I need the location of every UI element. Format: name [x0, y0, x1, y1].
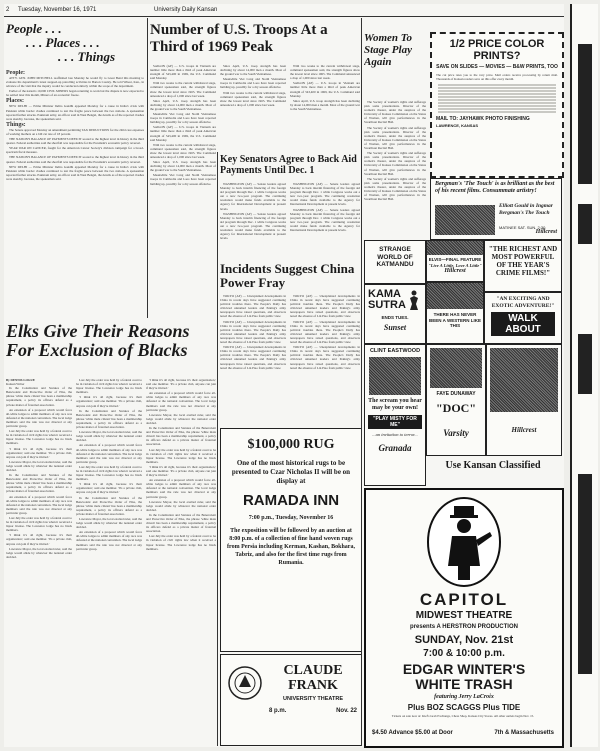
elks-paragraph: 'I think it's all right, because it's their organization,' said one member. 'It's a private club, anyone can join if they're invited.' [76, 482, 142, 495]
rug-price: $100,000 RUG [247, 437, 335, 452]
elvis-theater: Hillcrest [444, 268, 466, 274]
kama-ends: ENDS TUES. [381, 315, 409, 320]
incidents-headline-block [220, 262, 360, 292]
prints-order-form[interactable] [438, 84, 556, 113]
elks-paragraph: Lawrence Mayor, the local exalted ruler, said the lodge would abide by whatever the national order decided. [76, 430, 142, 443]
walkabout-quote: "AN EXCITING AND EXOTIC ADVENTURE!" [491, 296, 555, 309]
elks-paragraph: Lawrence Mayor, the local exalted ruler, said the lodge would abide by whatever the national order decided. [6, 459, 72, 472]
senators-paragraph: WASHINGTON (AP) — Senate leaders agreed Monday to back interim financing of the foreign aid program through Dec. 1 while Congress works out a new two-year program. The continuing resolution would make funds available to the Agency for International Development at present levels. [290, 182, 360, 207]
troops-column-2 [220, 64, 286, 154]
troops-paragraph: SAIGON (AP) — U.S. troops in Vietnam are number little more than a third of peak American strength of 543,400 in 1969, the U.S. Command said Monday. [150, 64, 216, 81]
people-item-1: ATTY. GEN. JOHN MITCHELL reaffirmed late Monday he would fly to Great Bend this morning to evaluate his department's latest stepped-up patrolling activities in Barton County. He told Wheat, Kan., in advance of the visit that the inquiry would be conducted entirely within the scope of the department. [6, 76, 144, 89]
richest-crime-ad [484, 240, 562, 292]
capitol-title: CAPITOL [419, 590, 509, 609]
senators-column-2 [290, 182, 360, 260]
claude-frank-last: FRANK [288, 678, 338, 693]
rug-exposition: The exposition will be followed by an auction at 8:00 p.m. of a collection of fine hand woven rugs from Persia including Kerman, Kashan, Bokhara, Tabriz, and also for the first time rugs from Rumania. [227, 528, 355, 566]
university-seal-icon [227, 665, 263, 701]
troops-paragraph: Since April, U.S. troop strength has been declining by about 14,000 men a month. Most of the ground war to the South Vietnamese. [220, 64, 286, 77]
walkabout-title: WALK ABOUT [491, 312, 555, 336]
katmandu-title-2: WORLD OF [377, 253, 413, 261]
places-title: . . . Places . . . [26, 35, 100, 50]
elks-paragraph: Lawrence Mayor, the local exalted ruler, said the lodge would abide by whatever the national order decided. [146, 412, 216, 425]
troops-headline: Number of U.S. Troops At a Third of 1969 Peak [150, 22, 328, 55]
claude-frank-ad [220, 654, 362, 746]
elks-paragraph: Lawrence Mayor, the local exalted ruler, said the lodge would abide by whatever the national order decided. [76, 517, 142, 530]
women-paragraph: The Society of women's rights and sufferage plan some presentations. Director of the women's theater, under the auspices of the University of Kansas Commission on the Status of Women, will give performances in the Swarthout Recital Hall. [364, 125, 426, 151]
incidents-paragraph: TOKYO (AP) — Unexplained developments in China in recent days have suggested continuing political troubles there. The People's Daily has criticized unnamed leaders and Peking's army newspapers have raised questions, and observers noted the absence of Lin Piao from public view. [220, 345, 286, 370]
elks-paragraph: Last July the order was held by a federal court to be in violation of civil rights law when it received a liquor license. The Lawrence lodge has no black members. [76, 378, 142, 395]
doc-theater: Varsity [443, 428, 469, 438]
column-rule [217, 152, 218, 746]
elks-column-1 [6, 378, 72, 746]
people-section: People: [6, 70, 25, 76]
bergman-times: MATINEE SAT. SUN. 2:30 [499, 225, 546, 230]
troops-paragraph: Since April, U.S. troop strength has been declining by about 14,000 men a month. Most of the ground war to the South Vietnamese. [150, 160, 216, 173]
incidents-column-1 [220, 294, 286, 426]
elks-headline-block [6, 322, 216, 382]
senators-headline: Key Senators Agree to Back Aid Payments Until Dec. 1 [220, 154, 357, 176]
elks-paragraph: 'I think it's all right, because it's their organization,' said one member. 'It's a private club, anyone can join if they're invited.' [6, 446, 72, 459]
elks-paragraph: An extension of a proposal which would force all-white lodges to admit members of any race was defeated at the national convention. The local lodge members said the rule was not directed at any particular group. [6, 494, 72, 515]
elks-column-3 [146, 378, 216, 746]
women-headline: Women To Stage Play Again [364, 32, 412, 68]
second-feature-photo [490, 348, 558, 412]
troops-headline-block [150, 22, 360, 70]
capitol-band-2: WHITE TRASH [415, 676, 513, 692]
bergman-photo [435, 205, 495, 235]
people-column [6, 70, 144, 318]
women-paragraph: The Society of women's rights and sufferage plan some presentations. Director of the women's theater, under the auspices of the University of Kansas Commission on the Status of Women, will give performances in the Swarthout Recital Hall. [364, 151, 426, 176]
column-rule [147, 18, 148, 318]
things-section: Things: [6, 121, 26, 128]
elks-column-2 [76, 378, 142, 746]
capitol-date: SUNDAY, Nov. 21st [414, 634, 514, 646]
troops-paragraph: With two weeks to the current withdrawal stage, command spokesmen said, the strength figures show the lowest level since 1965. The Command announced a drop of 1,000 since last week. [150, 81, 216, 98]
capitol-price: $4.50 Advance $5.00 at Door [372, 730, 453, 736]
senators-paragraph: WASHINGTON (AP) — Senate leaders agreed Monday to back interim financing of the foreign aid program through Dec. 1 while Congress works out a new two-year program. The continuing resolution would make funds available to the Agency for International Development at present levels. [290, 207, 360, 233]
elks-paragraph: Last July the order was held by a federal court to be in violation of civil rights law when it received a liquor license. The Lawrence lodge has no black members. [6, 429, 72, 446]
troops-paragraph: With two weeks to the current withdrawal stage, command spokesmen said, the strength figures show the lowest level since 1965. The Command announced a drop of 1,000 since last week. [150, 142, 216, 159]
elks-paragraph: An extension of a proposal which would force all-white lodges to admit members of any race was defeated at the national convention. The local lodge members said the rule was not directed at any particular group. [146, 391, 216, 412]
elks-paragraph: Lawrence Mayor, the local exalted ruler, said the lodge would abide by whatever the national order decided. [146, 499, 216, 512]
women-paragraph: The Society of women's rights and sufferage plan some presentations. Director of the women's theater, under the auspices of the University of Kansas Commission on the Status of Women, will give performances in the Swarthout Recital Hall. [364, 176, 426, 202]
troops-paragraph: Since April, U.S. troop strength has been declining by about 14,000 men a month. Most of the ground war to the South Vietnamese. [150, 98, 216, 111]
dancer-figure-icon [406, 290, 422, 310]
things-item-4: THE NATION'S BALANCE OF PAYMENTS DEFICIT soared to the highest level in history in the third quarter. Federal authorities said the shortfall was responsible for the President's economic policy reversal. [6, 155, 144, 164]
incidents-paragraph: TOKYO (AP) — Unexplained developments in China in recent days have suggested continuing political troubles there. The People's Daily has criticized unnamed leaders and Peking's army newspapers have raised questions, and observers noted the absence of Lin Piao from public view. [290, 294, 360, 319]
elks-paragraph: An extension of a proposal which would force all-white lodges to admit members of any race was defeated at the national convention. The local lodge members said the rule was not directed at any particular group. [76, 530, 142, 551]
bergman-touch-ad [430, 178, 562, 240]
people-title: People . . . [6, 22, 62, 36]
paper-name: University Daily Kansan [154, 7, 218, 13]
richest-quote: "THE RICHEST AND MOST POWERFUL OF THE YEAR'S CRIME FILMS!" [488, 245, 558, 277]
page-number: 2 [6, 7, 10, 13]
doc-title: "DOC" [436, 401, 476, 415]
capitol-tickets: Tickets on sale now at: Kief's Grab Exchange, Chess Shop, Kansas City Stores. All other outlets begin Nov. 15. [391, 714, 535, 718]
elks-paragraph: 'I think it's all right, because it's their organization,' said one member. 'It's a private club, anyone can join if they're invited.' [6, 533, 72, 546]
women-headline-block [364, 32, 426, 102]
misty-theater: Granada [378, 443, 412, 453]
troops-paragraph: Meanwhile Viet Cong and North Vietnamese troops in Cambodia and Laos have been reported building up, possibly for a dry season offensive. [220, 77, 286, 90]
troops-paragraph: SAIGON (AP) — U.S. troops in Vietnam are number little more than a third of peak American strength of 543,400 in 1969, the U.S. Command said Monday. [290, 81, 360, 98]
elvis-title: "Live A Little, Love A Little" [428, 263, 482, 268]
places-section: Places: [6, 98, 24, 105]
claude-frank-first: CLAUDE [283, 663, 343, 678]
senators-paragraph: WASHINGTON (AP) — Senate leaders agreed Monday to back interim financing of the foreign aid program through Dec. 1 while Congress works out a new two-year program. The continuing resolution would make funds available to the Agency for International Development at present levels. [220, 182, 286, 211]
elks-paragraph: An extension of a proposal which would force all-white lodges to admit members of any race was defeated at the national convention. The local lodge members said the rule was not directed at any particular group. [146, 478, 216, 499]
things-item-1: The Senate approved Monday an amendment permitting TAX DEDUCTIONS for the child care expenses of working mothers on a bill cut rate of 18 percent. [6, 127, 144, 136]
doc-star: FAYE DUNAWAY [436, 391, 476, 397]
elks-headline: Elks Give Their Reasons For Exclusion of Blacks [6, 322, 190, 360]
senators-headline-block [220, 154, 360, 182]
people-item-2: Earlier of the nation's 10,000 CIVIL MINERS began returning to work but the dispute is now expected to be settled later this month, Miners of an economic freeze. [6, 89, 144, 98]
prints-headline: 1/2 PRICE COLOR PRINTS? [449, 38, 545, 62]
elks-byline-role: Kansan Writer [6, 382, 25, 387]
color-prints-ad [430, 32, 564, 178]
elvis-ad [426, 240, 484, 282]
misty-tagline: The scream you hear may be your own! [368, 398, 422, 411]
kama-title-1: KAMA [368, 288, 401, 300]
capitol-presents: presents A HERSTRON PRODUCTION [410, 624, 518, 630]
capitol-address: 7th & Massachusetts [494, 730, 554, 736]
elks-paragraph: In the Constitution and Statutes of the Benevolent and Protective Order of Elks, the phrase 'white male citizen' has been a membership requirement, a policy its officers defend as a private matter of fraternal association. [146, 426, 216, 447]
elks-paragraph: In the Constitution and Statutes of the Benevolent and Protective Order of Elks, the phrase 'white male citizen' has been a membership requirement, a policy its officers defend as a private matter of fraternal association. [76, 408, 142, 430]
troops-paragraph: Meanwhile Viet Cong and North Vietnamese troops in Cambodia and Laos have been reported building up, possibly for a dry season offensive. [150, 112, 216, 125]
katmandu-title-3: KATMANDU [376, 261, 414, 268]
incidents-column-2 [290, 294, 360, 426]
misty-subtitle: ...an invitation to terror... [372, 432, 418, 437]
elks-paragraph: Last July the order was held by a federal court to be in violation of civil rights law when it received a liquor license. The Lawrence lodge has no black members. [146, 534, 216, 551]
kama-title-2: SUTRA [368, 299, 406, 311]
prints-subheadline: SAVE ON SLIDES — MOVIES — B&W PRINTS, TOO [436, 64, 558, 70]
elks-paragraph: In the Constitution and Statutes of the Benevolent and Protective Order of Elks, the phrase 'white male citizen' has been a membership requirement, a policy its officers defend as a private matter of fraternal association. [6, 386, 72, 407]
things-item-5: NEW DELHI — Prime Minister Indira Gandhi appealed Monday for a cause in India's crisis with Pakistan while border clashes continued to test the fragile peace between the two nations. A spokesman reported further attacks. Pakistani army, an officer said in West Bengal, the details as of the reported clashes were sketchy, because, the spokesman said. [6, 164, 144, 181]
incidents-paragraph: TOKYO (AP) — Unexplained developments in China in recent days have suggested continuing political troubles there. The People's Daily has criticized unnamed leaders and Peking's army newspapers have raised questions, and observers noted the absence of Lin Piao from public view. [290, 319, 360, 345]
elks-paragraph: 'I think it's all right, because it's their organization,' said one member. 'It's a private club, anyone can join if they're invited.' [146, 464, 216, 478]
places-item-1: NEW DELHI — Prime Minister Indira Gandhi appealed Monday for a cause in India's crisis with Pakistan while border clashes continued to test the fragile peace between the two nations. A spokesman reported further attacks. Pakistani army, an officer said in West Bengal, the details as of the reported clashes were sketchy, because, the spokesman said. [6, 104, 144, 121]
troops-paragraph: SAIGON (AP) — U.S. troops in Vietnam are number little more than a third of peak American strength of 543,400 in 1969, the U.S. Command said Monday. [150, 125, 216, 142]
capitol-theatre-ad [364, 488, 564, 748]
doc-ad [426, 344, 486, 456]
elks-paragraph: An extension of a proposal which would force all-white lodges to admit members of any race was defeated at the national convention. The local lodge members said the rule was not directed at any particular group. [76, 443, 142, 464]
things-title: . . . Things [58, 49, 116, 64]
elvis-label: ELVIS—FINAL FEATURE [428, 257, 482, 262]
troops-column-1 [150, 64, 216, 316]
troops-column-3 [290, 64, 360, 154]
misty-star: CLINT EASTWOOD [369, 348, 421, 354]
senators-paragraph: WASHINGTON (AP) — Senate leaders agreed Monday to back interim financing of the foreign aid program through Dec. 1 while Congress works out a new two-year program. The continuing resolution would make funds available to the Agency for International Development at present levels. [220, 211, 286, 241]
elks-paragraph: Last July the order was held by a federal court to be in violation of civil rights law when it received a liquor license. The Lawrence lodge has no black members. [6, 516, 72, 533]
elks-paragraph: 'I think it's all right, because it's their organization,' said one member. 'It's a private club, anyone can join if they're invited.' [76, 395, 142, 408]
elks-byline: By DENNIS LOGUE [6, 378, 35, 382]
rug-time: 7:00 p.m., Tuesday, November 16 [248, 515, 334, 521]
incidents-paragraph: TOKYO (AP) — Unexplained developments in China in recent days have suggested continuing political troubles there. The People's Daily has criticized unnamed leaders and Peking's army newspapers have raised questions, and observers noted the absence of Lin Piao from public view. [220, 319, 286, 345]
incidents-paragraph: TOKYO (AP) — Unexplained developments in China in recent days have suggested continuing political troubles there. The People's Daily has criticized unnamed leaders and Peking's army newspapers have raised questions, and observers noted the absence of Lin Piao from public view. [290, 345, 360, 370]
second-feature-theater: Hillcrest [511, 426, 537, 434]
claude-frank-time: 8 p.m. [269, 708, 287, 714]
senators-column-1 [220, 182, 286, 260]
capitol-subtitle: MIDWEST THEATRE [415, 610, 513, 621]
western-photo [427, 283, 483, 309]
classified-banner: Use Kansan Classified [445, 460, 541, 471]
rug-auction-ad [220, 428, 362, 652]
troops-paragraph: With two weeks to the current withdrawal stage, command spokesmen said, the strength figures show the lowest level since 1965. The Command announced a drop of 1,000 since last week. [220, 90, 286, 107]
elks-paragraph: Last July the order was held by a federal court to be in violation of civil rights law when it received a liquor license. The Lawrence lodge has no black members. [146, 447, 216, 464]
doc-photo [430, 348, 482, 388]
kama-theater: Sunset [383, 323, 407, 332]
rug-venue: RAMADA INN [242, 492, 340, 509]
katmandu-ad [364, 240, 426, 284]
elks-paragraph: In the Constitution and Statutes of the Benevolent and Protective Order of Elks, the phrase 'white male citizen' has been a membership requirement, a policy its officers defend as a private matter of fraternal association. [6, 473, 72, 494]
page-header [4, 6, 564, 17]
katmandu-title-1: STRANGE [379, 246, 411, 253]
elks-paragraph: In the Constitution and Statutes of the Benevolent and Protective Order of Elks, the phrase 'white male citizen' has been a membership requirement, a policy its officers defend as a private matter of fraternal association. [146, 512, 216, 534]
elvis-photo [427, 241, 483, 255]
women-paragraph: The Society of women's rights and sufferage plan some presentations. Director of the women's theater, under the auspices of the University of Kansas Commission on the Status of Women, will give performances in the Swarthout Recital Hall. [364, 100, 426, 125]
incidents-paragraph: TOKYO (AP) — Unexplained developments in China in recent days have suggested continuing political troubles there. The People's Daily has criticized unnamed leaders and Peking's army newspapers have raised questions, and observers noted the absence of Lin Piao from public view. [220, 294, 286, 319]
troops-paragraph: Since April, U.S. troop strength has been declining by about 14,000 men a month. Most of the ground war to the South Vietnamese. [290, 98, 360, 111]
adjacent-page-edge [570, 4, 598, 747]
bergman-headline: Bergman's 'The Touch' is as brilliant as the best of his recent films. Consummate artistry! [435, 181, 555, 194]
bergman-theater: Hillcrest [535, 229, 557, 235]
elks-paragraph: In the Constitution and Statutes of the Benevolent and Protective Order of Elks, the phrase 'white male citizen' has been a membership requirement, a policy its officers defend as a private matter of fraternal association. [76, 495, 142, 516]
capitol-time: 7:00 & 10:00 p.m. [423, 648, 505, 659]
western-ad [426, 282, 484, 344]
claude-frank-date: Nov. 22 [336, 708, 357, 714]
second-feature-ad [486, 344, 562, 456]
elks-paragraph: Lawrence Mayor, the local exalted ruler, said the lodge would abide by whatever the national order decided. [6, 546, 72, 559]
newspaper-page [4, 4, 564, 747]
misty-title: "PLAY MISTY FOR ME" [368, 415, 422, 429]
capitol-support-acts: Plus BOZ SCAGGS Plus TIDE [407, 703, 521, 712]
things-item-3: YEAR WAR ON CANCER, fought for the American Cancer Society's division campaign for a broad-spectrum fiscal measure. [6, 146, 144, 155]
elks-paragraph: 'I think it's all right, because it's their organization,' said one member. 'It's a private club, anyone can join if they're invited.' [146, 378, 216, 391]
western-tagline: THERE HAS NEVER BEEN A WESTERN LIKE THIS [429, 312, 481, 328]
column-rule [361, 18, 362, 746]
kama-sutra-ad [364, 284, 426, 344]
capitol-featuring: featuring Jerry LaCroix [434, 694, 494, 700]
prints-body: The cut price rates you to the very price. Mail orders receive processing by return mail. Thousands of Kansan readers save on this offer every month. [436, 73, 558, 82]
troops-paragraph: Meanwhile Viet Cong and North Vietnamese troops in Cambodia and Laos have been reported building up, possibly for a dry season offensive. [150, 173, 216, 186]
elks-paragraph: An extension of a proposal which would force all-white lodges to admit members of any race was defeated at the national convention. The local lodge members said the rule was not directed at any particular group. [6, 407, 72, 429]
things-item-2: THE NATION'S BALANCE OF PAYMENTS DEFICIT soared to the highest level in history in the third quarter. Federal authorities said the shortfall was responsible for the President's economic policy reversal. [6, 137, 144, 146]
bergman-credit: Elliott Gould in Ingmar Bergman's The Touch [499, 203, 553, 216]
prints-address: LAWRENCE, KANSAS [436, 123, 479, 129]
incidents-headline: Incidents Suggest China Power Fray [220, 262, 355, 290]
page-date: Tuesday, November 16, 1971 [18, 7, 97, 13]
misty-photo [369, 357, 421, 395]
capitol-band-1: EDGAR WINTER'S [402, 661, 526, 677]
play-misty-ad [364, 344, 426, 486]
troops-paragraph: With two weeks to the current withdrawal stage, command spokesmen said, the strength figures show the lowest level since 1965. The Command announced a drop of 1,000 since last week. [290, 64, 360, 81]
elks-paragraph: Last July the order was held by a federal court to be in violation of civil rights law when it received a liquor license. The Lawrence lodge has no black members. [76, 464, 142, 482]
rug-description: One of the most historical rugs to be presented to Czar Nicholas II will be on display at [231, 459, 351, 485]
prints-mail-to: MAIL TO: JAYHAWK PHOTO FINISHING [436, 116, 530, 123]
claude-frank-venue: UNIVERSITY THEATRE [283, 696, 343, 702]
walkabout-ad [484, 292, 562, 344]
minstrel-figure-icon [426, 496, 502, 588]
